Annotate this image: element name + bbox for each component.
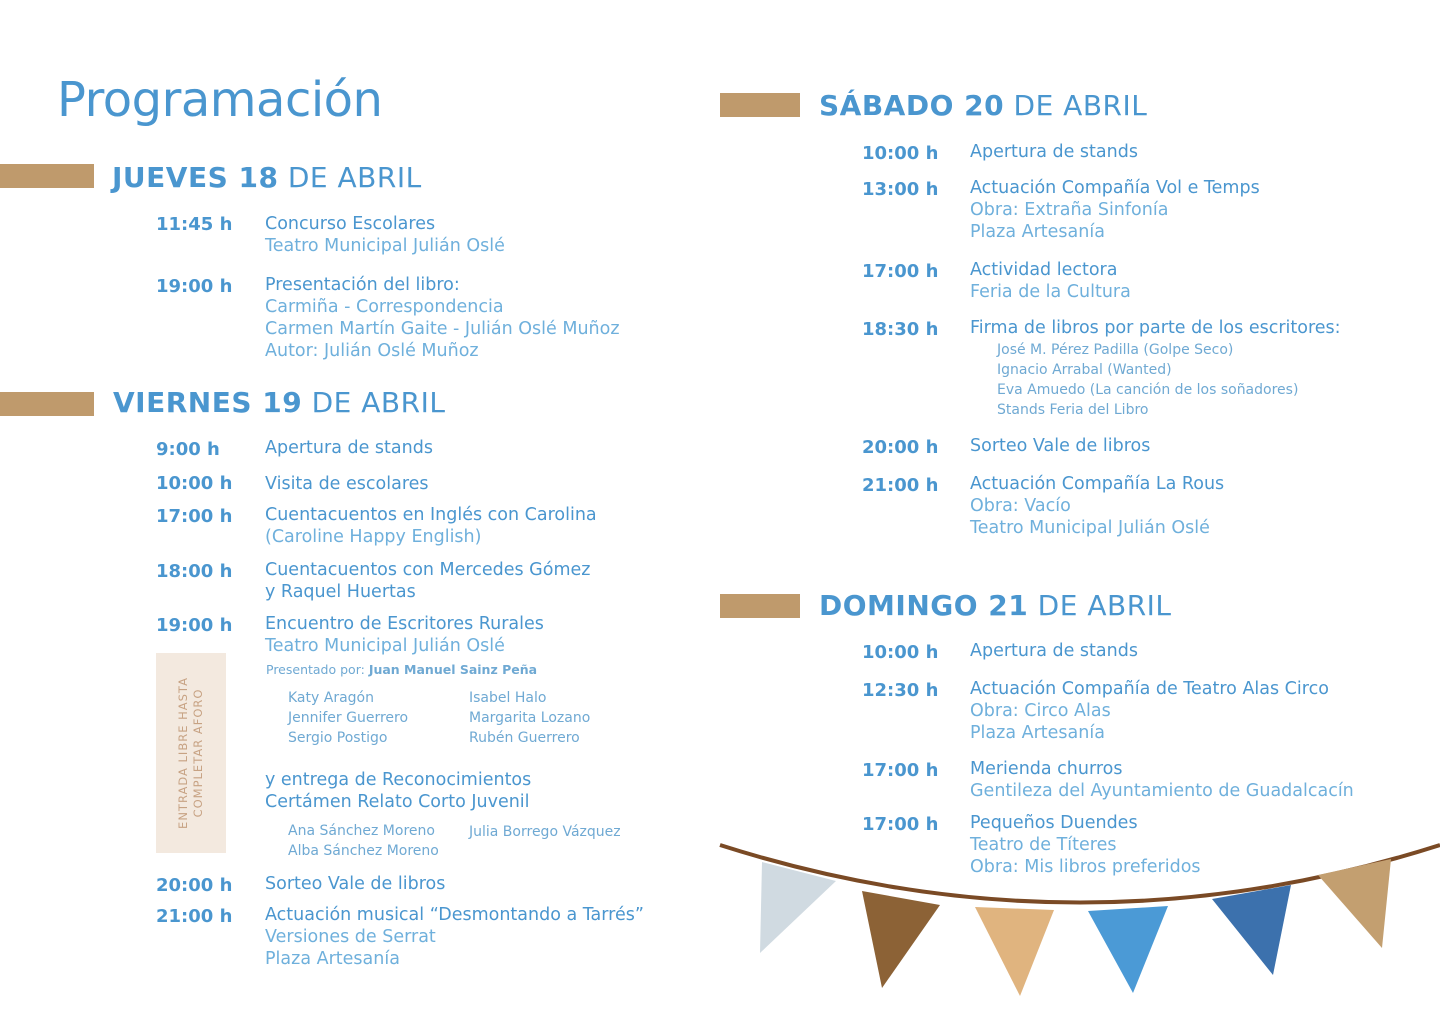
event-line: Cuentacuentos con Mercedes Gómez	[265, 560, 591, 580]
event-line: Sorteo Vale de libros	[970, 436, 1151, 456]
event-line: Apertura de stands	[970, 142, 1138, 162]
writer-name: Rubén Guerrero	[469, 730, 580, 746]
event-line: Presentación del libro:	[265, 275, 460, 295]
event-line: Plaza Artesanía	[970, 222, 1105, 242]
event-time: 17:00 h	[156, 506, 233, 527]
event-line: Teatro Municipal Julián Oslé	[265, 236, 505, 256]
day-heading-thursday: JUEVES 18 DE ABRIL	[112, 161, 422, 194]
garland-flag	[975, 907, 1054, 996]
event-time: 19:00 h	[156, 276, 233, 297]
writer-name: Margarita Lozano	[469, 710, 591, 726]
day-heading-friday: VIERNES 19 DE ABRIL	[113, 386, 446, 419]
event-line: Actividad lectora	[970, 260, 1118, 280]
garland-flag	[1318, 859, 1391, 948]
event-line: Carmiña - Correspondencia	[265, 297, 504, 317]
event-line: Obra: Mis libros preferidos	[970, 857, 1201, 877]
event-line: Autor: Julián Oslé Muñoz	[265, 341, 479, 361]
event-time: 11:45 h	[156, 214, 233, 235]
awardee-name: Ana Sánchez Moreno	[288, 823, 435, 839]
event-line: (Caroline Happy English)	[265, 527, 482, 547]
writer-name: Isabel Halo	[469, 690, 547, 706]
event-line: Obra: Extraña Sinfonía	[970, 200, 1169, 220]
awards-line: Certámen Relato Corto Juvenil	[265, 792, 530, 812]
event-time: 18:00 h	[156, 561, 233, 582]
event-time: 21:00 h	[862, 475, 939, 496]
event-time: 19:00 h	[156, 615, 233, 636]
event-line: Versiones de Serrat	[265, 927, 436, 947]
event-line: Plaza Artesanía	[265, 949, 400, 969]
garland-flag	[862, 891, 940, 988]
event-line: Teatro Municipal Julián Oslé	[970, 518, 1210, 538]
event-line: Actuación Compañía La Rous	[970, 474, 1225, 494]
event-line: Sorteo Vale de libros	[265, 874, 446, 894]
presented-by: Presentado por: Juan Manuel Sainz Peña	[266, 662, 538, 677]
garland-flag	[1212, 885, 1291, 975]
page-title: Programación	[57, 72, 383, 128]
signing-author: Stands Feria del Libro	[997, 402, 1149, 418]
event-time: 12:30 h	[862, 680, 939, 701]
event-line: Merienda churros	[970, 759, 1123, 779]
event-time: 21:00 h	[156, 906, 233, 927]
event-line: Firma de libros por parte de los escritores:	[970, 318, 1341, 338]
event-time: 9:00 h	[156, 439, 220, 460]
event-line: Concurso Escolares	[265, 214, 436, 234]
event-line: Obra: Vacío	[970, 496, 1071, 516]
event-line: Actuación Compañía Vol e Temps	[970, 178, 1260, 198]
event-line: Apertura de stands	[265, 438, 433, 458]
writer-name: Jennifer Guerrero	[288, 710, 409, 726]
garland-flag	[760, 862, 836, 953]
event-line: Gentileza del Ayuntamiento de Guadalcacín	[970, 781, 1354, 801]
event-line: Visita de escolares	[265, 474, 429, 494]
event-time: 10:00 h	[862, 642, 939, 663]
event-line: Pequeños Duendes	[970, 813, 1138, 833]
event-line: Teatro de Títeres	[970, 835, 1117, 855]
writer-name: Katy Aragón	[288, 690, 374, 706]
event-line: Cuentacuentos en Inglés con Carolina	[265, 505, 597, 525]
event-time: 13:00 h	[862, 179, 939, 200]
event-line: Feria de la Cultura	[970, 282, 1131, 302]
day-heading-sunday: DOMINGO 21 DE ABRIL	[819, 589, 1172, 622]
free-entry-line: COMPLETAR AFORO	[191, 688, 205, 818]
signing-author: Ignacio Arrabal (Wanted)	[997, 362, 1172, 378]
event-time: 10:00 h	[862, 143, 939, 164]
event-line: Actuación musical “Desmontando a Tarrés”	[265, 905, 644, 925]
event-line: Obra: Circo Alas	[970, 701, 1111, 721]
event-time: 10:00 h	[156, 473, 233, 494]
writer-name: Sergio Postigo	[288, 730, 388, 746]
event-time: 20:00 h	[862, 437, 939, 458]
event-line: Carmen Martín Gaite - Julián Oslé Muñoz	[265, 319, 620, 339]
event-time: 17:00 h	[862, 814, 939, 835]
day-heading-saturday: SÁBADO 20 DE ABRIL	[819, 89, 1148, 122]
garland-flag	[1088, 906, 1168, 993]
event-line: y Raquel Huertas	[265, 582, 416, 602]
event-line: Apertura de stands	[970, 641, 1138, 661]
event-line: Teatro Municipal Julián Oslé	[265, 636, 505, 656]
event-line: Plaza Artesanía	[970, 723, 1105, 743]
signing-author: Eva Amuedo (La canción de los soñadores)	[997, 382, 1299, 398]
signing-author: José M. Pérez Padilla (Golpe Seco)	[997, 342, 1234, 358]
awardee-name: Alba Sánchez Moreno	[288, 843, 439, 859]
event-line: Actuación Compañía de Teatro Alas Circo	[970, 679, 1329, 699]
event-line: Encuentro de Escritores Rurales	[265, 614, 544, 634]
event-time: 17:00 h	[862, 760, 939, 781]
awards-line: y entrega de Reconocimientos	[265, 770, 532, 790]
awardee-name: Julia Borrego Vázquez	[469, 824, 621, 840]
event-time: 18:30 h	[862, 319, 939, 340]
event-time: 17:00 h	[862, 261, 939, 282]
free-entry-line: ENTRADA LIBRE HASTA	[176, 677, 190, 829]
event-time: 20:00 h	[156, 875, 233, 896]
